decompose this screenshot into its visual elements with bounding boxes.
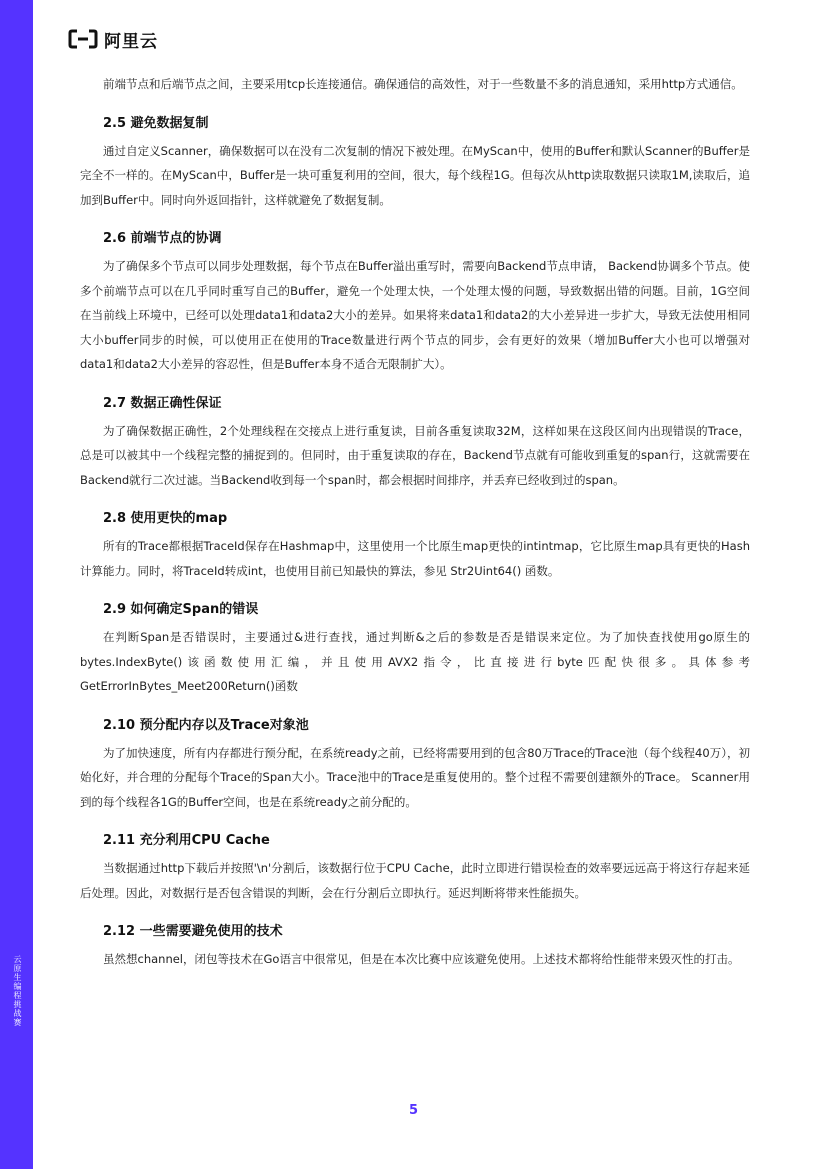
side-label: 云原生编程挑战赛 bbox=[13, 955, 22, 1027]
section-body: 为了确保数据正确性，2个处理线程在交接点上进行重复读，目前各重复读取32M，这样如果在这段区间内出现错误的Trace，总是可以被其中一个线程完整的捕捉到的。但同时，由于重复读取的存在，Backend节点就有可能收到重复的span行，这就需要在Backend就行二次过滤。当Backend收到每一个span时，都会根据时间排序，并丢弃已经收到过的span。 bbox=[80, 423, 750, 487]
page-number: 5 bbox=[408, 1103, 419, 1118]
section-body: 虽然想channel，闭包等技术在Go语言中很常见，但是在本次比赛中应该避免使用。上述技术都将给性能带来毁灭性的打击。 bbox=[103, 952, 740, 966]
section-body: 在判断Span是否错误时，主要通过&进行查找，通过判断&之后的参数是否是错误来定位。为了加快查找使用go原生的bytes.IndexByte()该函数使用汇编，并且使用AVX2指令，比直接进行byte匹配快很多。具体参考GetErrorInBytes_Meet200Return()函数 bbox=[80, 630, 750, 693]
section-body: 通过自定义Scanner，确保数据可以在没有二次复制的情况下被处理。在MyScan中，使用的Buffer和默认Scanner的Buffer是完全不一样的。在MyScan中，Buffer是一块可重复利用的空间，很大，每个线程1G。但每次从http读取数据只读取1M,读取后，追加到Buffer中。同时向外返回指针，这样就避免了数据复制。 bbox=[80, 143, 750, 207]
section-heading: 2.9 如何确定Span的错误 bbox=[103, 602, 259, 617]
section-heading: 2.12 一些需要避免使用的技术 bbox=[103, 924, 283, 939]
section-body: 为了确保多个节点可以同步处理数据，每个节点在Buffer溢出重写时，需要向Backend节点申请， Backend协调多个节点。使多个前端节点可以在几乎同时重写自己的Buffer，避免一个处理太快，一个处理太慢的问题，导致数据出错的问题。目前，1G空间在当前线上环境中，已经可以处理data1和data2大小的差异。如果将来data1和data2的大小差异进一步扩大，导致无法使用相同大小buffer同步的时候，可以使用正在使用的Trace数量进行两个节点的同步，会有更好的效果（增加Buffer大小也可以增强对data1和data2大小差异的容忍性，但是Buffer本身不适合无限制扩大）。 bbox=[80, 259, 750, 371]
alibaba-cloud-logo-icon bbox=[68, 29, 98, 49]
section-body: 所有的Trace都根据TraceId保存在Hashmap中，这里使用一个比原生map更快的intintmap，它比原生map具有更快的Hash计算能力。同时，将TraceId转成int，也使用目前已知最快的算法，参见 Str2Uint64() 函数。 bbox=[80, 539, 750, 578]
section-heading: 2.5 避免数据复制 bbox=[103, 115, 209, 131]
section-body: 当数据通过http下载后并按照'\n'分割后，该数据行位于CPU Cache，此时立即进行错误检查的效率要远远高于将这行存起来延后处理。因此，对数据行是否包含错误的判断，会在行分割后立即执行。延迟判断将带来性能损失。 bbox=[80, 861, 750, 900]
section-heading: 2.8 使用更快的map bbox=[103, 511, 228, 526]
intro-paragraph: 前端节点和后端节点之间，主要采用tcp长连接通信。确保通信的高效性，对于一些数量不多的消息通知，采用http方式通信。 bbox=[103, 77, 743, 91]
section-heading: 2.6 前端节点的协调 bbox=[103, 231, 222, 246]
document-body bbox=[80, 72, 750, 972]
section-heading: 2.11 充分利用CPU Cache bbox=[103, 833, 270, 848]
side-accent-bar bbox=[0, 0, 33, 1169]
section-heading: 2.7 数据正确性保证 bbox=[103, 395, 222, 411]
section-heading: 2.10 预分配内存以及Trace对象池 bbox=[103, 717, 309, 733]
brand-logo bbox=[68, 28, 158, 50]
section-body: 为了加快速度，所有内存都进行预分配，在系统ready之前，已经将需要用到的包含80万Trace的Trace池（每个线程40万），初始化好，并合理的分配每个Trace的Span大小。Trace池中的Trace是重复使用的。整个过程不需要创建额外的Trace。 Scanner用到的每个线程各1G的Buffer空间，也是在系统ready之前分配的。 bbox=[80, 745, 750, 809]
logo-text: 阿里云 bbox=[104, 31, 158, 52]
